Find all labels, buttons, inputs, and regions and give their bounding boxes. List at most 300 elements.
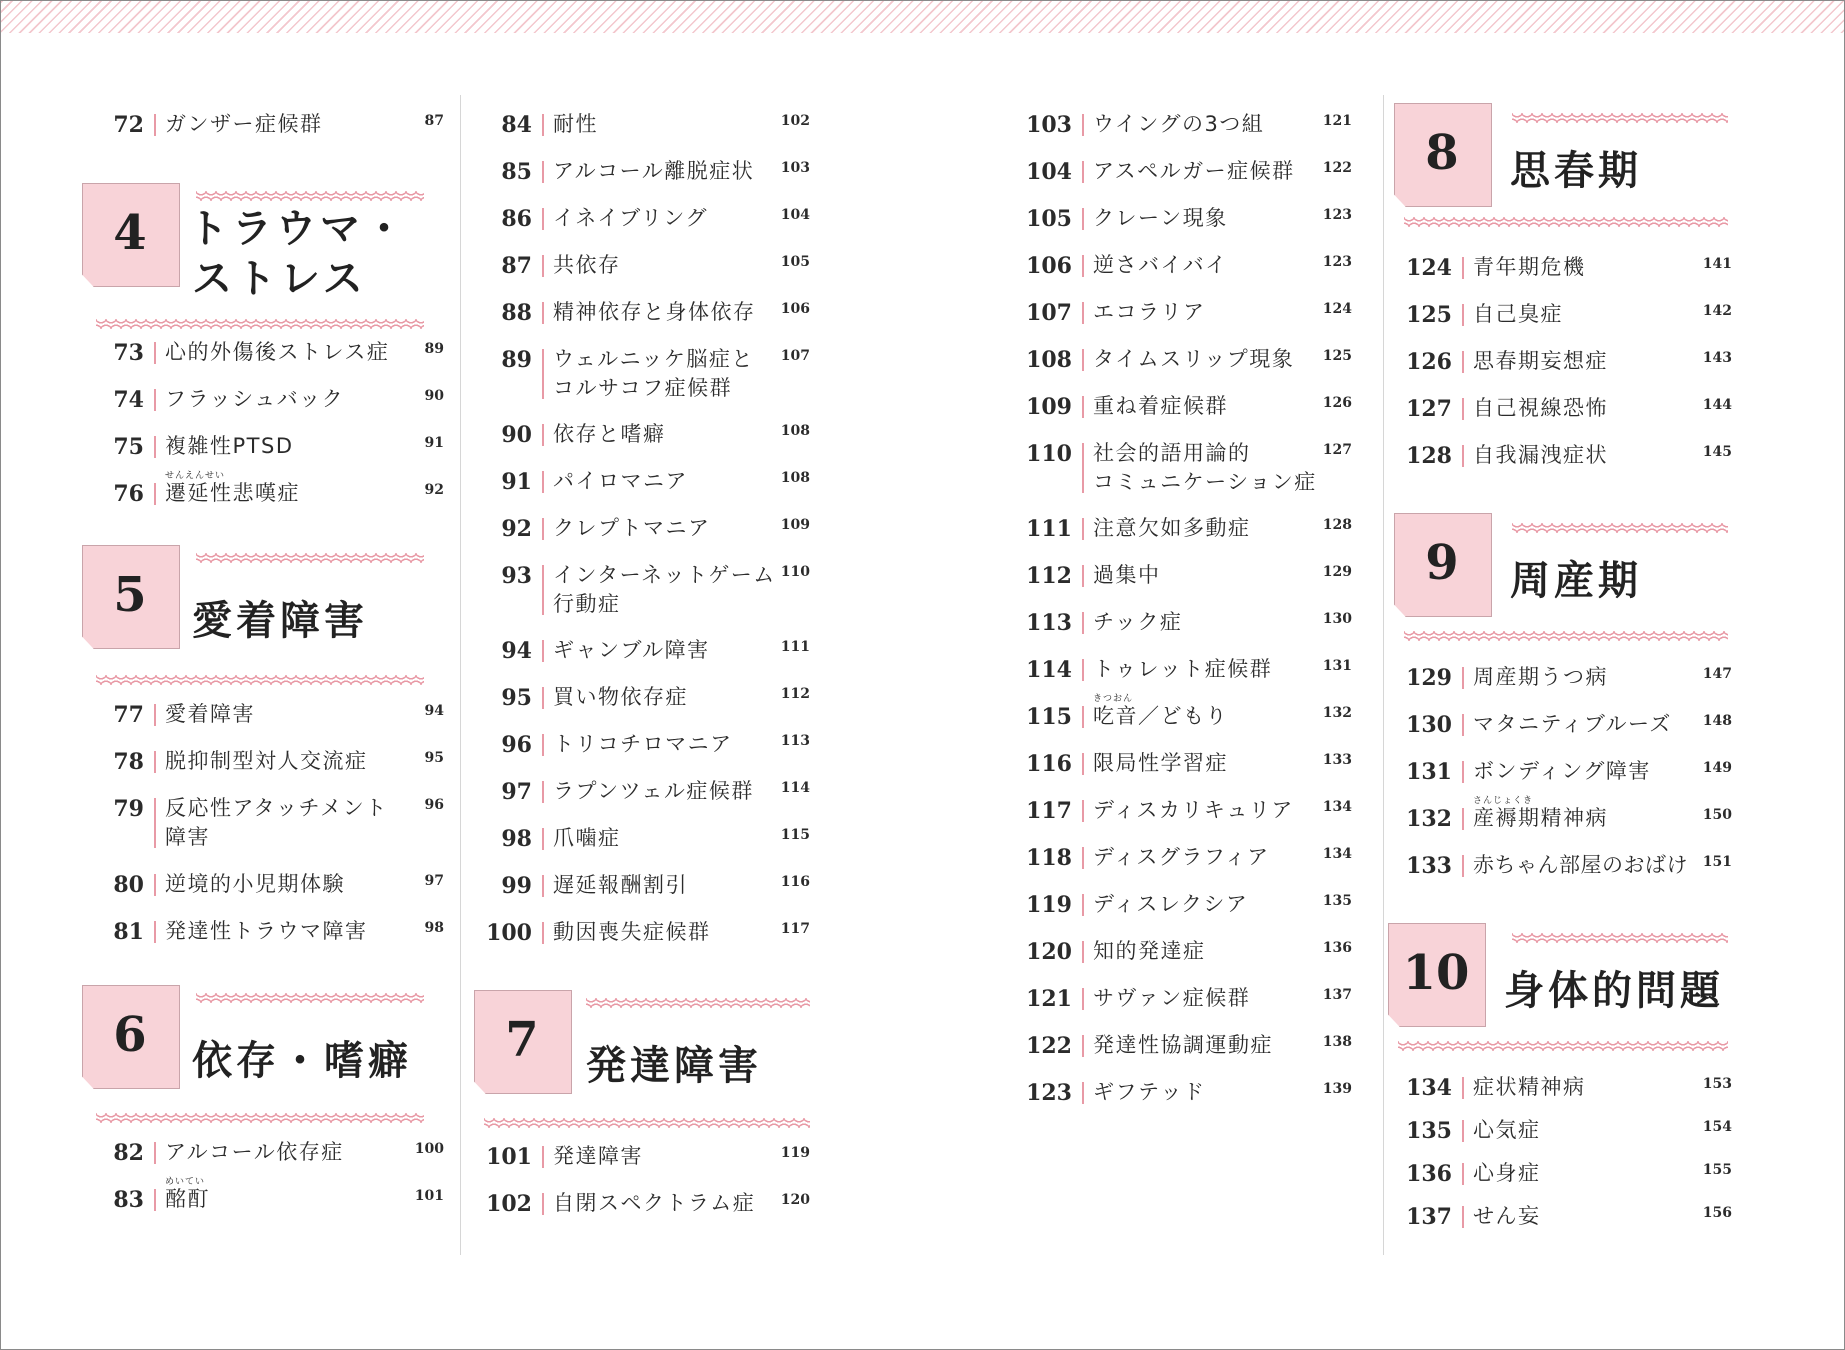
entry-number: 125 [1406, 302, 1452, 328]
entry-divider-bar [1082, 706, 1084, 728]
entry-divider-bar [154, 389, 156, 411]
wavy-divider [1512, 933, 1728, 943]
entry-divider-bar [542, 255, 544, 277]
entry-page: 125 [1322, 348, 1352, 364]
entry-page: 126 [1322, 395, 1352, 411]
entry-divider-bar [154, 874, 156, 896]
entry-page: 116 [780, 874, 810, 890]
entry-number: 73 [113, 340, 144, 366]
entry-page: 120 [780, 1192, 810, 1208]
entry-title: ディスグラフィア [1093, 845, 1270, 869]
entry-number: 106 [1026, 253, 1072, 279]
entry-number: 86 [501, 206, 532, 232]
entry-title-line2: 行動症 [553, 592, 621, 616]
entry-number: 92 [501, 516, 532, 542]
entry-number: 137 [1406, 1204, 1452, 1230]
entry-divider-bar [154, 704, 156, 726]
column-divider [460, 95, 461, 1255]
entry-title: 遅延報酬割引 [553, 873, 688, 897]
entry-divider-bar [1462, 1077, 1464, 1099]
entry-page: 138 [1322, 1034, 1352, 1050]
ruby-reading: きつおん [1093, 694, 1134, 704]
entry-page: 145 [1702, 444, 1732, 460]
chapter-title: 依存・嗜癖 [192, 1038, 412, 1084]
entry-number: 105 [1026, 206, 1072, 232]
entry-number: 83 [113, 1187, 144, 1213]
entry-page: 94 [424, 703, 444, 719]
entry-number: 107 [1026, 300, 1072, 326]
ruby-reading: めいてい [165, 1177, 206, 1187]
entry-divider-bar [1082, 302, 1084, 324]
entry-number: 110 [1026, 441, 1072, 467]
entry-number: 82 [113, 1140, 144, 1166]
entry-page: 106 [780, 301, 810, 317]
entry-divider-bar [1082, 988, 1084, 1010]
entry-divider-bar [542, 687, 544, 709]
entry-page: 100 [414, 1141, 444, 1157]
wavy-divider [484, 1118, 810, 1128]
entry-divider-bar [542, 518, 544, 540]
entry-title: 逆さバイバイ [1093, 253, 1228, 277]
entry-number: 132 [1406, 806, 1452, 832]
entry-title: タイムスリップ現象 [1093, 347, 1295, 371]
entry-divider-bar [1082, 208, 1084, 230]
entry-page: 143 [1702, 350, 1732, 366]
entry-number: 99 [501, 873, 532, 899]
ruby-reading: さんじょくき [1473, 796, 1534, 806]
entry-page: 134 [1322, 846, 1352, 862]
entry-page: 112 [780, 686, 810, 702]
wavy-divider [1398, 1041, 1728, 1051]
entry-title: トリコチロマニア [553, 732, 733, 756]
wavy-divider [96, 1113, 424, 1123]
entry-page: 113 [780, 733, 810, 749]
entry-divider-bar [154, 483, 156, 505]
entry-number: 95 [501, 685, 532, 711]
entry-number: 126 [1406, 349, 1452, 375]
entry-title: 知的発達症 [1093, 939, 1206, 963]
entry-divider-bar [1082, 255, 1084, 277]
entry-page: 98 [424, 920, 444, 936]
entry-number: 93 [501, 563, 532, 589]
entry-title: 症状精神病 [1473, 1075, 1586, 1099]
chapter-number: 6 [113, 1007, 147, 1063]
chapter-number: 8 [1425, 125, 1459, 181]
entry-number: 136 [1406, 1161, 1452, 1187]
entry-title: 耐性 [553, 112, 598, 136]
entry-divider-bar [1462, 714, 1464, 736]
entry-title: 心身症 [1473, 1161, 1541, 1185]
entry-title: 赤ちゃん部屋のおばけ [1473, 853, 1688, 877]
entry-divider-bar [1082, 659, 1084, 681]
wavy-divider [1512, 523, 1728, 533]
entry-page: 96 [424, 797, 444, 813]
entry-title: アスペルガー症候群 [1093, 159, 1295, 183]
entry-title: 爪噛症 [553, 826, 621, 850]
entry-page: 122 [1322, 160, 1352, 176]
entry-title: クレーン現象 [1093, 206, 1228, 230]
entry-divider-bar [1082, 800, 1084, 822]
entry-page: 134 [1322, 799, 1352, 815]
entry-divider-bar [1462, 351, 1464, 373]
entry-title: 自我漏洩症状 [1473, 443, 1608, 467]
entry-page: 132 [1322, 705, 1352, 721]
entry-title: 動因喪失症候群 [553, 920, 711, 944]
entry-divider-bar [1082, 753, 1084, 775]
entry-number: 118 [1026, 845, 1072, 871]
entry-page: 129 [1322, 564, 1352, 580]
entry-page: 111 [780, 639, 810, 655]
ruby-reading: せんえんせい [165, 471, 226, 481]
entry-page: 115 [780, 827, 810, 843]
entry-title: 重ね着症候群 [1093, 394, 1228, 418]
entry-title: 反応性アタッチメント [165, 796, 388, 820]
entry-divider-bar [1082, 1082, 1084, 1104]
entry-divider-bar [154, 751, 156, 773]
entry-page: 154 [1702, 1119, 1732, 1135]
entry-title: マタニティブルーズ [1473, 712, 1672, 736]
entry-divider-bar [542, 161, 544, 183]
entry-page: 135 [1322, 893, 1352, 909]
entry-title: エコラリア [1093, 300, 1206, 324]
wavy-divider [1404, 217, 1728, 227]
entry-number: 127 [1406, 396, 1452, 422]
entry-divider-bar [154, 1142, 156, 1164]
entry-number: 97 [501, 779, 532, 805]
chapter-title: 愛着障害 [192, 598, 368, 644]
entry-number: 85 [501, 159, 532, 185]
entry-page: 149 [1702, 760, 1732, 776]
wavy-divider [196, 993, 424, 1003]
entry-page: 133 [1322, 752, 1352, 768]
entry-title: ディスレクシア [1093, 892, 1249, 916]
entry-page: 101 [414, 1188, 444, 1204]
wavy-divider [586, 998, 810, 1008]
entry-page: 151 [1702, 854, 1732, 870]
entry-title: 酩酊 [165, 1187, 210, 1211]
entry-page: 114 [780, 780, 810, 796]
entry-number: 103 [1026, 112, 1072, 138]
entry-page: 141 [1702, 256, 1732, 272]
chapter-title-line2: ストレス [192, 256, 367, 302]
entry-number: 87 [501, 253, 532, 279]
entry-page: 89 [424, 341, 444, 357]
entry-page: 109 [780, 517, 810, 533]
entry-page: 123 [1322, 254, 1352, 270]
entry-number: 120 [1026, 939, 1072, 965]
entry-number: 76 [113, 481, 144, 507]
entry-page: 108 [780, 423, 810, 439]
entry-divider-bar [1082, 161, 1084, 183]
entry-title: ボンディング障害 [1473, 759, 1651, 783]
entry-title: 愛着障害 [165, 702, 255, 726]
entry-title-line2: 障害 [165, 825, 210, 849]
entry-divider-bar [1462, 304, 1464, 326]
entry-divider-bar [542, 349, 544, 399]
entry-divider-bar [1082, 349, 1084, 371]
entry-page: 87 [424, 113, 444, 129]
entry-title: 思春期妄想症 [1473, 349, 1608, 373]
entry-title: ギフテッド [1093, 1080, 1206, 1104]
entry-title: ディスカリキュリア [1093, 798, 1294, 822]
entry-title: 共依存 [553, 253, 621, 277]
entry-number: 96 [501, 732, 532, 758]
wavy-divider [96, 675, 424, 685]
chapter-number: 7 [505, 1012, 539, 1068]
entry-number: 77 [113, 702, 144, 728]
entry-number: 104 [1026, 159, 1072, 185]
entry-number: 81 [113, 919, 144, 945]
entry-divider-bar [154, 1189, 156, 1211]
entry-number: 128 [1406, 443, 1452, 469]
entry-divider-bar [1082, 396, 1084, 418]
entry-number: 89 [501, 347, 532, 373]
top-hatch-band [1, 1, 1844, 33]
entry-number: 84 [501, 112, 532, 138]
chapter-title: トラウマ・ [188, 206, 408, 252]
entry-title: 吃音／どもり [1093, 704, 1228, 728]
wavy-divider [96, 319, 424, 329]
entry-divider-bar [542, 471, 544, 493]
entry-page: 139 [1322, 1081, 1352, 1097]
entry-number: 131 [1406, 759, 1452, 785]
entry-divider-bar [1462, 1163, 1464, 1185]
entry-page: 107 [780, 348, 810, 364]
entry-divider-bar [542, 1193, 544, 1215]
entry-title: 発達性トラウマ障害 [165, 919, 368, 943]
entry-title: 逆境的小児期体験 [165, 872, 345, 896]
entry-title: チック症 [1093, 610, 1183, 634]
entry-title: 心気症 [1473, 1118, 1541, 1142]
entry-title: フラッシュバック [165, 387, 345, 411]
entry-divider-bar [1462, 855, 1464, 877]
entry-divider-bar [1462, 445, 1464, 467]
entry-divider-bar [1082, 518, 1084, 540]
entry-number: 94 [501, 638, 532, 664]
entry-number: 72 [113, 112, 144, 138]
entry-divider-bar [154, 921, 156, 943]
entry-title: ギャンブル障害 [553, 638, 710, 662]
entry-divider-bar [154, 342, 156, 364]
entry-title: 産褥期精神病 [1473, 806, 1608, 830]
entry-page: 108 [780, 470, 810, 486]
entry-page: 136 [1322, 940, 1352, 956]
entry-number: 109 [1026, 394, 1072, 420]
entry-title: 過集中 [1093, 563, 1161, 587]
chapter-title: 発達障害 [586, 1043, 762, 1089]
entry-divider-bar [542, 114, 544, 136]
entry-title: トゥレット症候群 [1093, 657, 1273, 681]
entry-divider-bar [542, 922, 544, 944]
entry-title: 遷延性悲嘆症 [165, 481, 300, 505]
entry-page: 102 [780, 113, 810, 129]
entry-divider-bar [542, 781, 544, 803]
entry-title: 注意欠如多動症 [1093, 516, 1251, 540]
entry-divider-bar [1082, 1035, 1084, 1057]
entry-number: 80 [113, 872, 144, 898]
entry-number: 111 [1026, 516, 1072, 542]
entry-page: 95 [424, 750, 444, 766]
entry-page: 103 [780, 160, 810, 176]
entry-divider-bar [542, 1146, 544, 1168]
chapter-title: 身体的問題 [1504, 968, 1724, 1014]
entry-number: 122 [1026, 1033, 1072, 1059]
entry-title: ラプンツェル症候群 [553, 779, 754, 803]
entry-number: 134 [1406, 1075, 1452, 1101]
entry-page: 137 [1322, 987, 1352, 1003]
entry-page: 150 [1702, 807, 1732, 823]
entry-page: 128 [1322, 517, 1352, 533]
entry-divider-bar [1462, 808, 1464, 830]
entry-number: 130 [1406, 712, 1452, 738]
entry-number: 123 [1026, 1080, 1072, 1106]
entry-divider-bar [1462, 1206, 1464, 1228]
entry-divider-bar [1462, 761, 1464, 783]
entry-title-line2: コミュニケーション症 [1093, 470, 1317, 494]
entry-divider-bar [542, 424, 544, 446]
entry-page: 110 [780, 564, 810, 580]
entry-number: 114 [1026, 657, 1072, 683]
entry-number: 117 [1026, 798, 1072, 824]
chapter-number: 9 [1425, 535, 1459, 591]
entry-title: クレプトマニア [553, 516, 711, 540]
entry-title: インターネットゲーム [553, 563, 776, 587]
entry-number: 98 [501, 826, 532, 852]
left-page [80, 55, 840, 1270]
entry-divider-bar [542, 208, 544, 230]
entry-number: 121 [1026, 986, 1072, 1012]
entry-title: 社会的語用論的 [1093, 441, 1251, 465]
entry-divider-bar [1462, 257, 1464, 279]
entry-title: アルコール依存症 [165, 1140, 344, 1164]
entry-title: 依存と嗜癖 [553, 422, 666, 446]
entry-page: 147 [1702, 666, 1732, 682]
column-divider [1383, 95, 1384, 1255]
entry-title: 自己臭症 [1473, 302, 1563, 326]
entry-number: 74 [113, 387, 144, 413]
entry-number: 113 [1026, 610, 1072, 636]
entry-page: 123 [1322, 207, 1352, 223]
entry-page: 105 [780, 254, 810, 270]
entry-page: 124 [1322, 301, 1352, 317]
entry-divider-bar [1082, 114, 1084, 136]
entry-title: 精神依存と身体依存 [553, 300, 756, 324]
wavy-divider [1404, 631, 1728, 641]
chapter-title: 周産期 [1510, 558, 1642, 604]
entry-page: 117 [780, 921, 810, 937]
entry-title: ガンザー症候群 [165, 112, 323, 136]
entry-number: 129 [1406, 665, 1452, 691]
entry-title: ウェルニッケ脳症と [553, 347, 754, 371]
entry-divider-bar [154, 436, 156, 458]
entry-divider-bar [154, 114, 156, 136]
entry-title: 脱抑制型対人交流症 [165, 749, 368, 773]
entry-title: 自閉スペクトラム症 [553, 1191, 756, 1215]
chapter-title: 思春期 [1510, 148, 1642, 194]
entry-title-line2: コルサコフ症候群 [553, 376, 733, 400]
entry-number: 90 [501, 422, 532, 448]
entry-divider-bar [1082, 443, 1084, 493]
entry-title: 発達性協調運動症 [1093, 1033, 1273, 1057]
entry-page: 131 [1322, 658, 1352, 674]
entry-title: イネイブリング [553, 206, 708, 230]
chapter-number: 4 [113, 205, 147, 261]
entry-divider-bar [542, 565, 544, 615]
entry-page: 155 [1702, 1162, 1732, 1178]
entry-divider-bar [542, 640, 544, 662]
entry-divider-bar [1082, 847, 1084, 869]
entry-page: 153 [1702, 1076, 1732, 1092]
entry-page: 130 [1322, 611, 1352, 627]
entry-number: 112 [1026, 563, 1072, 589]
entry-title: 発達障害 [553, 1144, 643, 1168]
entry-title: 青年期危機 [1473, 255, 1586, 279]
wavy-divider [196, 553, 424, 563]
entry-title: 買い物依存症 [553, 685, 688, 709]
entry-page: 90 [424, 388, 444, 404]
entry-number: 135 [1406, 1118, 1452, 1144]
entry-number: 116 [1026, 751, 1072, 777]
entry-number: 102 [486, 1191, 532, 1217]
entry-page: 127 [1322, 442, 1352, 458]
entry-title: パイロマニア [553, 469, 688, 493]
entry-divider-bar [542, 828, 544, 850]
entry-number: 100 [486, 920, 532, 946]
wavy-divider [1512, 113, 1728, 123]
entry-number: 78 [113, 749, 144, 775]
chapter-number: 5 [113, 567, 147, 623]
entry-page: 156 [1702, 1205, 1732, 1221]
entry-title: せん妄 [1473, 1204, 1541, 1228]
entry-divider-bar [154, 798, 156, 848]
entry-title: 自己視線恐怖 [1473, 396, 1608, 420]
entry-number: 75 [113, 434, 144, 460]
entry-page: 92 [424, 482, 444, 498]
entry-divider-bar [1462, 1120, 1464, 1142]
entry-title: 複雑性PTSD [165, 434, 294, 458]
entry-divider-bar [542, 734, 544, 756]
entry-number: 108 [1026, 347, 1072, 373]
entry-number: 88 [501, 300, 532, 326]
entry-title: 限局性学習症 [1093, 751, 1228, 775]
entry-title: 周産期うつ病 [1473, 665, 1608, 689]
entry-number: 124 [1406, 255, 1452, 281]
entry-number: 101 [486, 1144, 532, 1170]
entry-divider-bar [1462, 398, 1464, 420]
right-page [1020, 55, 1780, 1270]
entry-page: 91 [424, 435, 444, 451]
entry-page: 119 [780, 1145, 810, 1161]
entry-page: 121 [1322, 113, 1352, 129]
entry-divider-bar [542, 875, 544, 897]
entry-title: ウイングの3つ組 [1093, 112, 1265, 136]
entry-title: サヴァン症候群 [1093, 986, 1251, 1010]
entry-divider-bar [1462, 667, 1464, 689]
entry-number: 115 [1026, 704, 1072, 730]
entry-page: 144 [1702, 397, 1732, 413]
entry-title: アルコール離脱症状 [553, 159, 755, 183]
entry-page: 104 [780, 207, 810, 223]
entry-divider-bar [1082, 941, 1084, 963]
entry-page: 142 [1702, 303, 1732, 319]
entry-page: 148 [1702, 713, 1732, 729]
entry-number: 133 [1406, 853, 1452, 879]
entry-page: 97 [424, 873, 444, 889]
entry-number: 119 [1026, 892, 1072, 918]
entry-title: 心的外傷後ストレス症 [165, 340, 390, 364]
entry-number: 79 [113, 796, 144, 822]
entry-divider-bar [1082, 565, 1084, 587]
